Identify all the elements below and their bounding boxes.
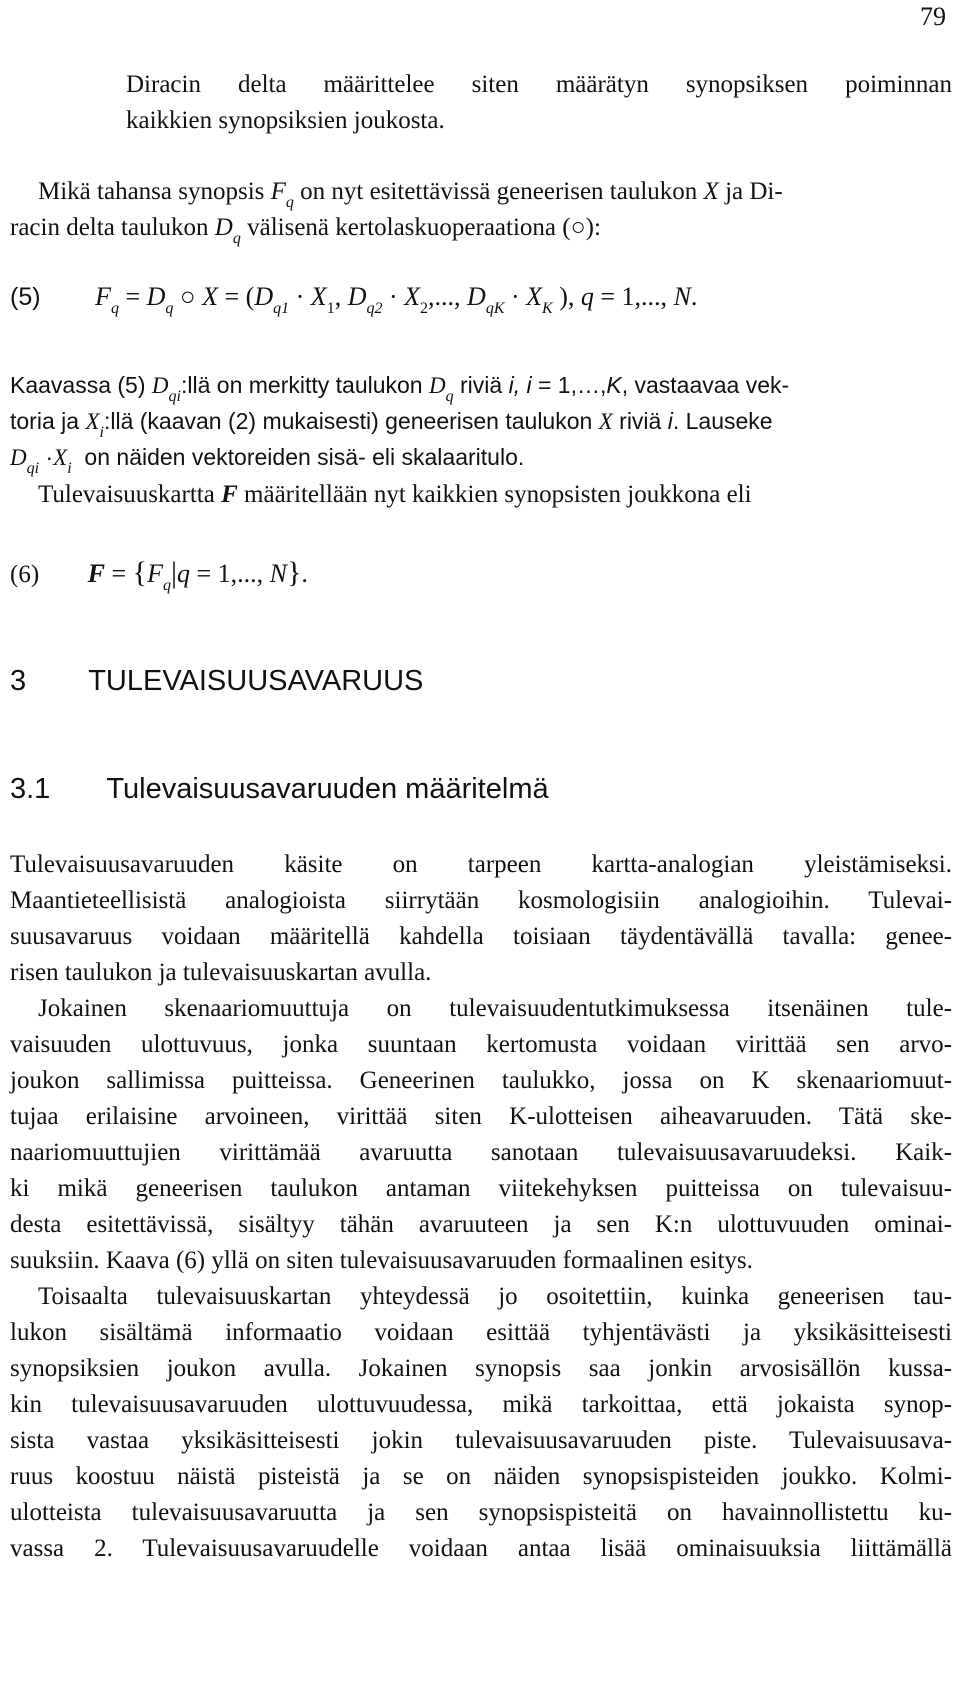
para3-line-3: synopsiksien joukon avulla. Jokainen synopsis saa jonkin arvosisällön kussa-: [10, 1355, 952, 1382]
para2-line-3: joukon sallimissa puitteissa. Geneerinen taulukko, jossa on K skenaariomuut-: [10, 1067, 952, 1094]
section-3-number: 3: [10, 665, 27, 697]
para-mika-line-1: Mikä tahansa synopsis $F_q$ on nyt esitettävissä geneerisen taulukon X ja Di-: [38, 178, 783, 211]
equation-5-label: (5): [10, 283, 41, 311]
para2-line-8: suuksiin. Kaava (6) yllä on siten tulevaisuusavaruuden formaalinen esitys.: [10, 1247, 753, 1274]
equation-6: (6) $F = \{F_q|q = 1$,..., N}.: [10, 556, 308, 594]
para2-line-5: naariomuuttujien virittämää avaruutta sanotaan tulevaisuusavaruudeksi. Kaik-: [10, 1139, 952, 1166]
tulevaisuuskartta-line: Tulevaisuuskartta F määritellään nyt kaikkien synopsisten joukkona eli: [38, 481, 752, 508]
para2-line-2: vaisuuden ulottuvuus, jonka suuntaan kertomusta voidaan virittää sen arvo-: [10, 1031, 952, 1058]
para3-line-4: kin tulevaisuusavaruuden ulottuvuudessa, mikä tarkoittaa, että jokaista synop-: [10, 1391, 952, 1418]
para1-line-1: Tulevaisuusavaruuden käsite on tarpeen kartta-analogian yleistämiseksi.: [10, 851, 952, 878]
section-3-heading: [10, 665, 423, 698]
equation-5: (5) $F_q = D_q$ ○ $X = (D_{q1} \cdot X_1$, $D_{q2} \cdot X_2$,..., $D_{qK} \cdot X_K$ ), q = 1,..., N.: [10, 282, 698, 317]
equation-6-label: (6): [10, 561, 40, 588]
kaavassa-line-3: $D_{qi} \cdot X_i$ on näiden vektoreiden sisä- eli skalaaritulo.: [10, 444, 525, 477]
intro-line-2: kaikkien synopsiksien joukosta.: [126, 107, 445, 134]
para3-line-6: ruus koostuu näistä pisteistä ja se on näiden synopsispisteiden joukko. Kolmi-: [10, 1463, 952, 1490]
kaavassa-line-1: Kaavassa (5) $D_{qi}:llä$ on merkitty taulukon $D_q$ riviä i, i = 1,…,K, vastaavaa vek-: [10, 372, 790, 405]
para3-line-2: lukon sisältämä informaatio voidaan esittää tyhjentävästi ja yksikäsitteisesti: [10, 1319, 952, 1346]
intro-line-1: Diracin delta määrittelee siten määrätyn synopsiksen poiminnan: [126, 71, 952, 98]
para3-line-5: sista vastaa yksikäsitteisesti jokin tulevaisuusavaruuden piste. Tulevaisuusava-: [10, 1427, 952, 1454]
kaavassa-line-2: toria ja $X_i:llä$ (kaavan (2) mukaisesti) geneerisen taulukon X riviä i. Lauseke: [10, 408, 773, 441]
para3-line-8: vassa 2. Tulevaisuusavaruudelle voidaan antaa lisää ominaisuuksia liittämällä: [10, 1535, 952, 1562]
para2-line-7: desta esitettävissä, sisältyy tähän avaruuteen ja sen K:n ulottuvuuden ominai-: [10, 1211, 952, 1238]
para2-line-6: ki mikä geneerisen taulukon antaman viitekehyksen puitteissa on tulevaisuu-: [10, 1175, 952, 1202]
section-3-1-heading: [10, 773, 549, 806]
para3-line-1: Toisaalta tulevaisuuskartan yhteydessä jo osoitettiin, kuinka geneerisen tau-: [38, 1283, 952, 1310]
para2-line-4: tujaa erilaisine arvoineen, virittää siten K-ulotteisen aiheavaruuden. Tätä ske-: [10, 1103, 952, 1130]
para1-line-3: suusavaruus voidaan määritellä kahdella toisiaan täydentävällä tavalla: genee-: [10, 923, 952, 950]
para3-line-7: ulotteista tulevaisuusavaruutta ja sen synopsispisteitä on havainnollistettu ku-: [10, 1499, 952, 1526]
para2-line-1: Jokainen skenaariomuuttuja on tulevaisuudentutkimuksessa itsenäinen tule-: [38, 995, 952, 1022]
section-3-title: TULEVAISUUSAVARUUS: [88, 665, 424, 697]
para1-line-4: risen taulukon ja tulevaisuuskartan avulla.: [10, 959, 432, 986]
section-3-1-number: 3.1: [10, 773, 51, 805]
para-mika-line-2: racin delta taulukon $D_q$ välisenä kertolaskuoperaationa (○):: [10, 214, 601, 247]
para1-line-2: Maantieteellisistä analogioista siirrytään kosmologisiin analogioihin. Tulevai-: [10, 887, 952, 914]
page-number: 79: [920, 2, 946, 31]
section-3-1-title: Tulevaisuusavaruuden määritelmä: [106, 773, 549, 805]
